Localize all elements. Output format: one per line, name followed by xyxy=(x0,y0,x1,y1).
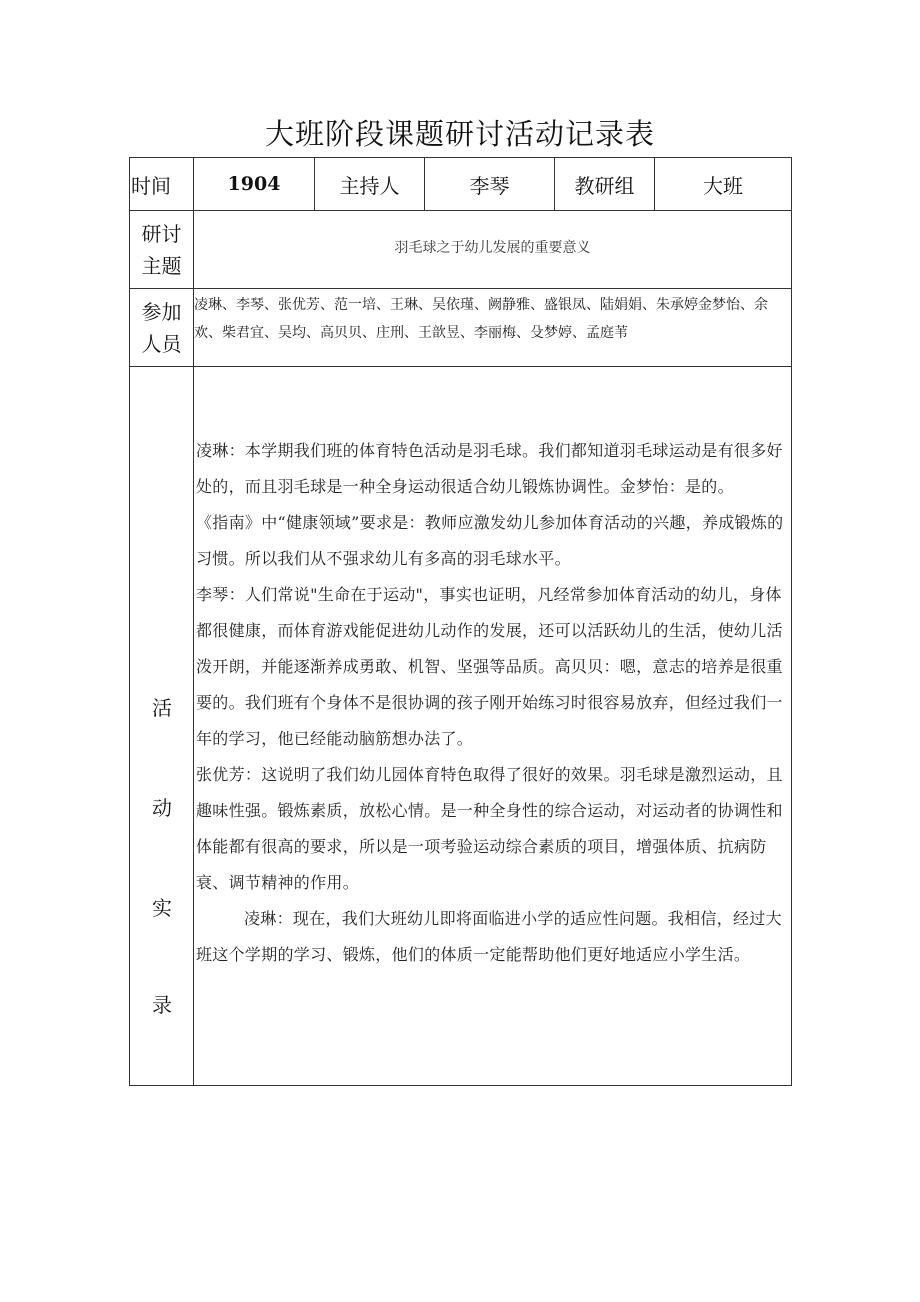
participants-label-line1: 参加 xyxy=(141,299,182,324)
participants-label xyxy=(130,289,194,367)
header-row xyxy=(130,158,792,211)
host-label: 主持人 xyxy=(315,158,425,211)
group-value: 大班 xyxy=(655,158,792,211)
record-paragraph: 《指南》中“健康领域”要求是：教师应激发幼儿参加体育活动的兴趣，养成锻炼的习惯。所以我们从不强求幼儿有多高的羽毛球水平。 xyxy=(196,513,784,568)
host-value: 李琴 xyxy=(425,158,555,211)
record-label xyxy=(130,367,194,1086)
topic-label-line1: 研讨 xyxy=(141,221,182,246)
topic-label-line2: 主题 xyxy=(141,253,182,278)
record-label-char: 实 xyxy=(152,896,172,920)
participants-row xyxy=(130,289,792,367)
time-value: 1904 xyxy=(194,158,315,211)
topic-row xyxy=(130,211,792,289)
record-content xyxy=(194,367,792,1086)
time-label: 时间 xyxy=(130,158,194,211)
topic-label xyxy=(130,211,194,289)
topic-value: 羽毛球之于幼儿发展的重要意义 xyxy=(194,211,792,289)
record-table xyxy=(129,157,792,1086)
record-label-char: 动 xyxy=(152,796,172,820)
record-paragraph: 张优芳：这说明了我们幼儿园体育特色取得了很好的效果。羽毛球是激烈运动，且趣味性强。锻炼素质，放松心情。是一种全身性的综合运动，对运动者的协调性和体能都有很高的要求，所以是一项考验运动综合素质的项目，增强体质、抗病防衰、调节精神的作用。 xyxy=(196,765,783,892)
record-label-char: 活 xyxy=(152,696,172,720)
record-row xyxy=(130,367,792,1086)
participants-label-line2: 人员 xyxy=(141,331,182,356)
record-label-char: 录 xyxy=(152,993,172,1017)
record-paragraph: 凌琳：现在，我们大班幼儿即将面临进小学的适应性问题。我相信，经过大班这个学期的学习、锻炼，他们的体质一定能帮助他们更好地适应小学生活。 xyxy=(196,909,782,964)
record-paragraph: 凌琳：本学期我们班的体育特色活动是羽毛球。我们都知道羽毛球运动是有很多好处的，而且羽毛球是一种全身运动很适合幼儿锻炼协调性。金梦怡：是的。 xyxy=(196,441,783,496)
participants-value: 凌琳、李琴、张优芳、范一培、王琳、吴依瑾、阙静雅、盛银凤、陆娟娟、朱承婷金梦怡、余欢、柴君宜、吴均、高贝贝、庄刑、王歆昱、李丽梅、殳梦婷、孟庭苇 xyxy=(194,289,792,367)
group-label: 教研组 xyxy=(555,158,655,211)
page-title: 大班阶段课题研讨活动记录表 xyxy=(264,117,655,151)
record-paragraph: 李琴：人们常说"生命在于运动"，事实也证明，凡经常参加体育活动的幼儿，身体都很健康，而体育游戏能促进幼儿动作的发展，还可以活跃幼儿的生活，使幼儿活泼开朗，并能逐渐养成勇敢、机智、坚强等品质。高贝贝：嗯，意志的培养是很重要的。我们班有个身体不是很协调的孩子刚开始练习时很容易放弃，但经过我们一年的学习，他已经能动脑筋想办法了。 xyxy=(196,585,783,748)
